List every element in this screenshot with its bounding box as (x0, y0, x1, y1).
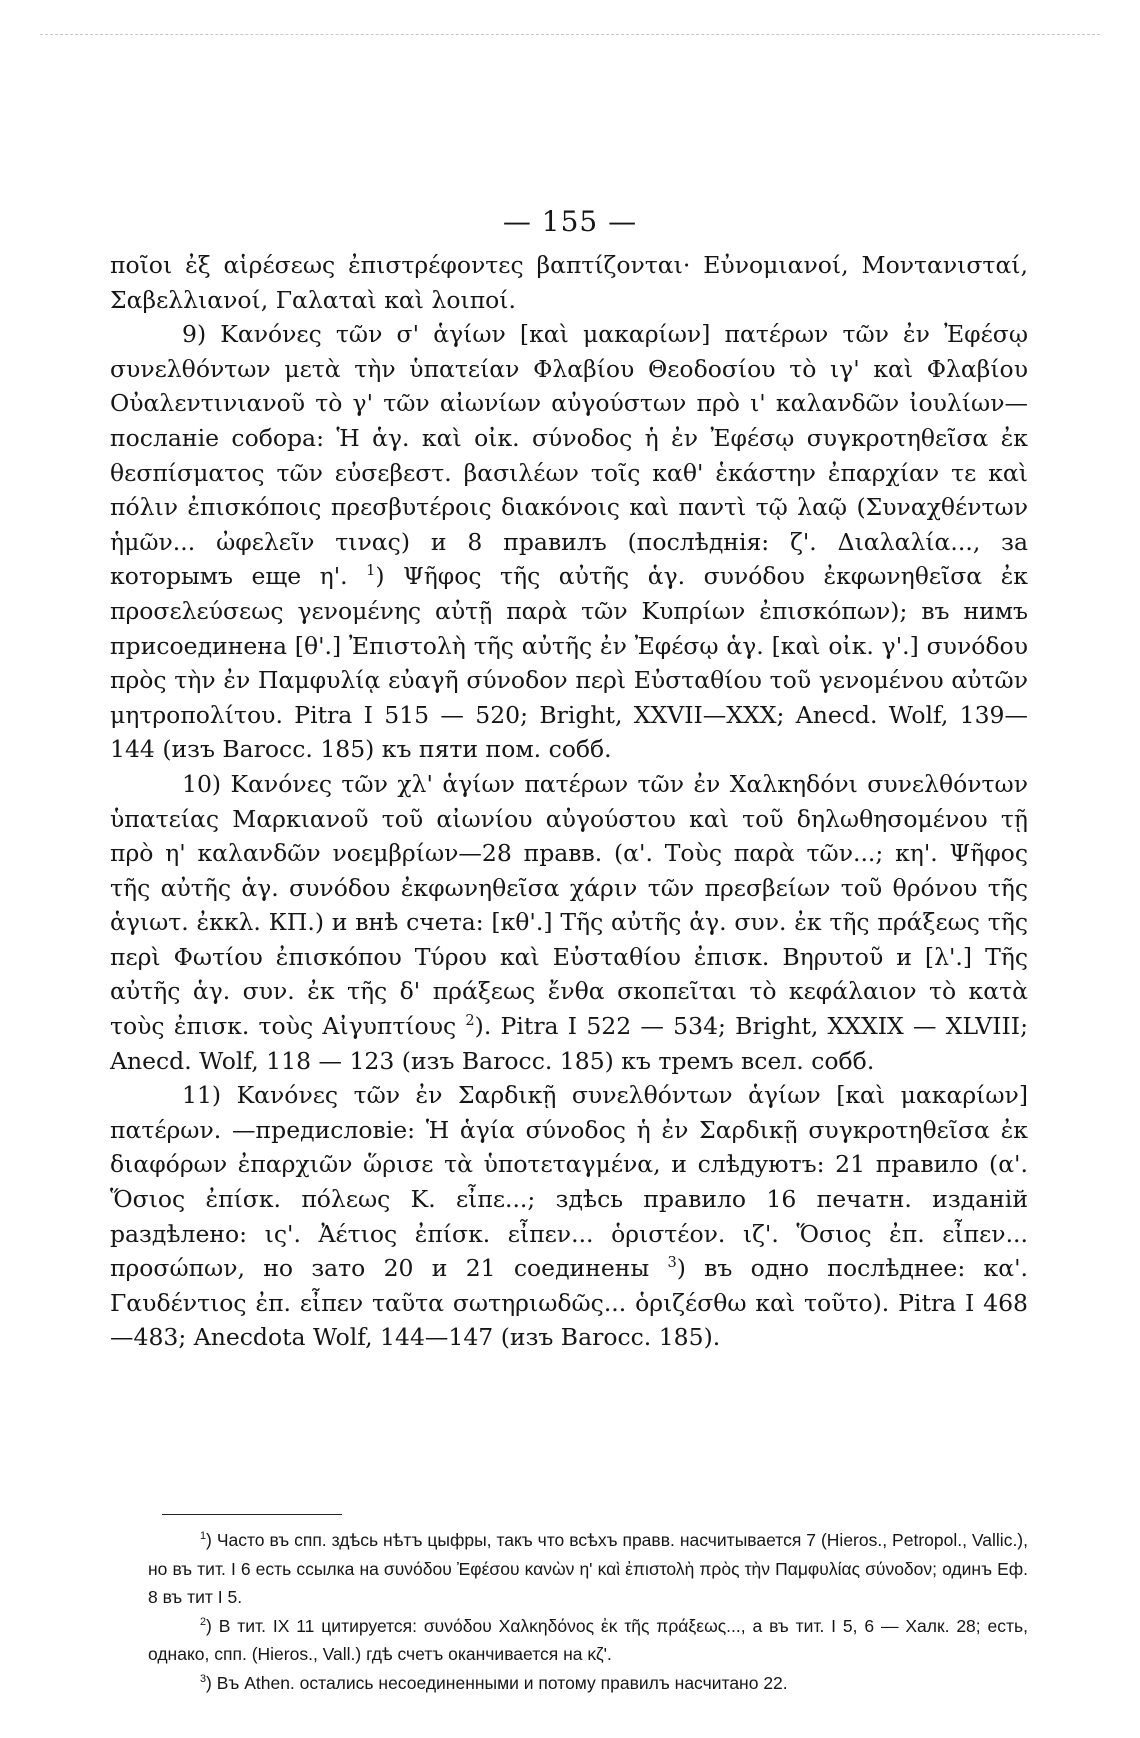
paragraph-canon-10 (110, 767, 1028, 1078)
paragraph-continuation: ποῖοι ἐξ αἱρέσεως ἐπιστρέφοντες βαπτίζονται· Εὐνομιανοί, Μοντανισταί, Σαβελλιανοί, Γαλαταὶ καὶ λοιποί. (110, 251, 1028, 314)
footnote-ref-1: 1 (366, 562, 376, 580)
paragraph-canon-11-part-2: ) въ одно послѣднее: κα'. Γαυδέντιος ἐπ. εἶπεν ταῦτα σωτηριωδῶς... ὁριζέσθω καὶ τοῦτο). Pitra I 468—483; Anecdota Wolf, 144—147 (изъ Barocc. 185). (110, 1254, 1028, 1352)
footnote-ref-2: 2 (465, 1012, 475, 1030)
paragraph-canon-11 (110, 1078, 1028, 1355)
paragraph-canon-9-part-2: ) Ψῆφος τῆς αὐτῆς ἁγ. συνόδου ἐκφωνηθεῖσα ἐκ προσελεύσεως γενομένης αὐτῇ παρὰ τῶν Κυπρίων ἐπισκόπων); въ нимъ присоединена [θ'.] Ἐπιστολὴ τῆς αὐτῆς ἐν Ἐφέσῳ ἁγ. [καὶ οἰκ. γ'.] συνόδου πρὸς τὴν ἐν Παμφυλίᾳ εὐαγῆ σύνοδον περὶ Εὐσταθίου τοῦ γενομένου αὐτῶν μητροπολίτου. Pitra I 515 — 520; Bright, XXVII—XXX; Anecd. Wolf, 139—144 (изъ Barocc. 185) къ пяти пом. собб. (110, 562, 1028, 764)
footnote-3-mark: 3 (200, 1672, 207, 1685)
footnote-2-mark: 2 (200, 1615, 207, 1628)
main-text (110, 248, 1028, 1355)
footnote-rule (162, 1514, 342, 1515)
footnote-2-text: ) В тит. IX 11 цитируется: συνόδου Χαλκηδόνος ἐκ τῆς πράξεως..., а въ тит. I 5, 6 — Халк. 28; есть, однако, спп. (Hieros., Vall.) гдѣ счетъ оканчивается на κζ'. (148, 1615, 1028, 1664)
paragraph-canon-11-part-1: 11) Κανόνες τῶν ἐν Σαρδικῇ συνελθόντων ἁγίων [καὶ μακαρίων] πατέρων. —предисловіе: Ἡ ἁγία σύνοδος ἡ ἐν Σαρδικῇ συγκροτηθεῖσα ἐκ διαφόρων ἐπαρχιῶν ὥρισε τὰ ὑποτεταγμένα, и слѣдуютъ: 21 правило (α'. Ὅσιος ἐπίσκ. πόλεως Κ. εἶπε...; здѣсь правило 16 печатн. изданій раздѣлено: ις'. Ἀέτιος ἐπίσκ. εἶπεν... ὁριστέον. ιζ'. Ὅσιος ἐπ. εἶπεν... προσώπων, но зато 20 и 21 соединены (110, 1081, 1028, 1283)
footnote-1-text: ) Часто въ спп. здѣсь нѣтъ цыфры, такъ что всѣхъ правв. насчитывается 7 (Hieros., Petropol., Vallic.), но въ тит. I 6 есть ссылка на συνόδου Ἐφέσου κανὼν η' καὶ ἐπιστολὴ πρὸς τὴν Παμφυλίας σύνοδον; одинъ Еф. 8 въ тит I 5. (148, 1530, 1028, 1607)
paragraph-canon-10-part-2: ). Pitra I 522 — 534; Bright, XXXIX — XLVIII; Anecd. Wolf, 118 — 123 (изъ Barocc. 185) къ тремъ всел. собб. (110, 1012, 1029, 1075)
paragraph-canon-9 (110, 317, 1028, 767)
footnote-3-text: ) Въ Athen. остались несоединенными и потому правилъ насчитано 22. (206, 1672, 788, 1693)
footnote-1 (148, 1526, 1028, 1612)
footnote-1-mark: 1 (200, 1530, 207, 1543)
scan-edge-divider (40, 34, 1100, 35)
paragraph-canon-9-part-1: 9) Κανόνες τῶν σ' ἁγίων [καὶ μακαρίων] πατέρων τῶν ἐν Ἐφέσῳ συνελθόντων μετὰ τὴν ὑπατείαν Φλαβίου Θεοδοσίου τὸ ιγ' καὶ Φλαβίου Οὐαλεντινιανοῦ τὸ γ' τῶν αἰωνίων αὐγούστων πρὸ ι' καλανδῶν ἰουλίων— посланіе собора: Ἡ ἁγ. καὶ οἰκ. σύνοδος ἡ ἐν Ἐφέσῳ συγκροτηθεῖσα ἐκ θεσπίσματος τῶν εὐσεβεστ. βασιλέων τοῖς καθ' ἑκάστην ἐπαρχίαν τε καὶ πόλιν ἐπισκόποις πρεσβυτέροις διακόνοις καὶ παντὶ τῷ λαῷ (Συναχθέντων ἡμῶν... ὠφελεῖν τινας) и 8 правилъ (послѣднія: ζ'. Διαλαλία..., за которымъ еще η'. (110, 320, 1028, 591)
footnote-ref-3: 3 (667, 1254, 677, 1272)
paragraph-canon-10-part-1: 10) Κανόνες τῶν χλ' ἁγίων πατέρων τῶν ἐν Χαλκηδόνι συνελθόντων ὑπατείας Μαρκιανοῦ τοῦ αἰωνίου αὐγούστου καὶ τοῦ δηλωθησομένου τῇ πρὸ η' καλανδῶν νοεμβρίων—28 правв. (α'. Τοὺς παρὰ τῶν...; κη'. Ψῆφος τῆς αὐτῆς ἁγ. συνόδου ἐκφωνηθεῖσα χάριν τῶν πρεσβείων τοῦ θρόνου τῆς ἁγιωτ. ἐκκλ. КП.) и внѣ счета: [κθ'.] Τῆς αὐτῆς ἁγ. συν. ἐκ τῆς πράξεως τῆς περὶ Φωτίου ἐπισκόπου Τύρου καὶ Εὐσταθίου ἐπισκ. Βηρυτοῦ и [λ'.] Τῆς αὐτῆς ἁγ. συν. ἐκ τῆς δ' πράξεως ἔνθα σκοπεῖται τὸ κεφάλαιον τὸ κατὰ τοὺς ἐπισκ. τοὺς Αἰγυπτίους (110, 769, 1028, 1041)
page-number: — 155 — (502, 205, 638, 238)
footnote-2 (148, 1612, 1028, 1669)
footnotes (148, 1526, 1028, 1697)
footnote-3 (148, 1669, 1028, 1698)
